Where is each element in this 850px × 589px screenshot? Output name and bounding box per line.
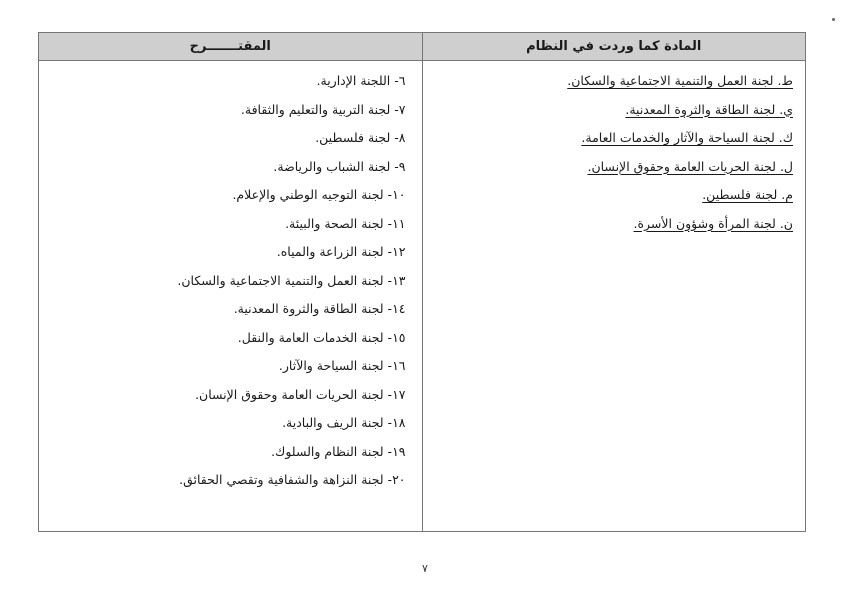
page-number: ٧: [422, 562, 428, 575]
list-item: ٧- لجنة التربية والتعليم والثقافة.: [240, 101, 406, 117]
list-item: ١٤- لجنة الطاقة والثروة المعدنية.: [233, 301, 406, 316]
list-item: ١٧- لجنة الحريات العامة وحقوق الإنسان.: [195, 386, 406, 402]
list-item: ١٥- لجنة الخدمات العامة والنقل.: [237, 329, 406, 345]
table-body: [39, 61, 805, 531]
list-item: ل. لجنة الحريات العامة وحقوق الإنسان.: [587, 158, 793, 174]
list-item: ط. لجنة العمل والتنمية الاجتماعية والسكان.: [567, 73, 793, 88]
list-item: ي. لجنة الطاقة والثروة المعدنية.: [625, 101, 793, 117]
list-item: ١٦- لجنة السياحة والآثار.: [278, 358, 406, 373]
list-item: ن. لجنة المرأة وشؤون الأسرة.: [633, 215, 793, 231]
margin-dot: [832, 18, 835, 21]
list-item: ١٨- لجنة الريف والبادية.: [282, 415, 406, 430]
list-item: ٩- لجنة الشباب والرياضة.: [273, 158, 406, 174]
list-item: ١١- لجنة الصحة والبيئة.: [285, 215, 406, 231]
list-item: ٦- اللجنة الإدارية.: [316, 73, 406, 88]
list-item: ك. لجنة السياحة والآثار والخدمات العامة.: [581, 130, 793, 145]
list-item: م. لجنة فلسطين.: [702, 187, 793, 202]
list-item: ١٩- لجنة النظام والسلوك.: [271, 443, 406, 459]
list-item: ١٠- لجنة التوجيه الوطني والإعلام.: [232, 187, 406, 202]
list-item: ١٢- لجنة الزراعة والمياه.: [276, 244, 406, 259]
comparison-table: [38, 32, 806, 532]
table-header: [39, 33, 805, 61]
list-item: ٨- لجنة فلسطين.: [315, 130, 406, 145]
header-proposed: المقتـــــــرح: [39, 33, 423, 60]
header-original-article: المادة كما وردت في النظام: [526, 39, 702, 54]
proposed-column: [39, 61, 423, 531]
list-item: ١٣- لجنة العمل والتنمية الاجتماعية والسكان.: [177, 272, 406, 288]
original-article-column: [423, 61, 806, 531]
list-item: ٢٠- لجنة النزاهة والشفافية وتقصي الحقائق.: [179, 472, 406, 487]
